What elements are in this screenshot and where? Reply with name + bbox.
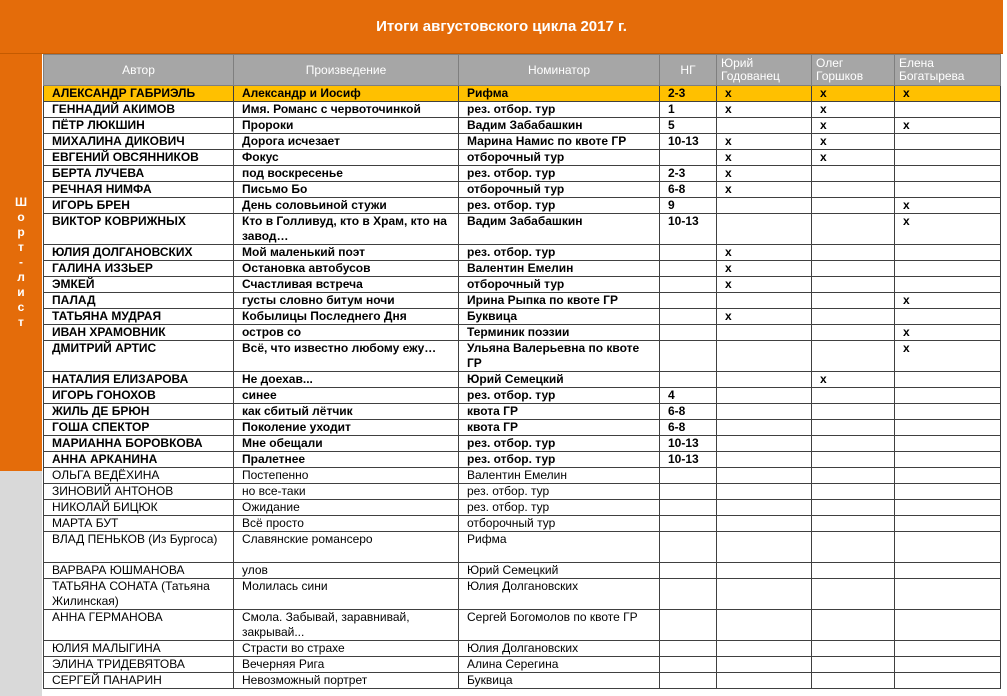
table-row bbox=[44, 420, 1001, 436]
table-row bbox=[44, 516, 1001, 532]
cell-judge-3: х bbox=[895, 293, 1001, 309]
cell-judge-2 bbox=[812, 420, 895, 436]
cell-judge-1 bbox=[717, 388, 812, 404]
cell-nominator: Марина Намис по квоте ГР bbox=[459, 134, 660, 150]
table-row bbox=[44, 532, 1001, 563]
cell-author: БЕРТА ЛУЧЕВА bbox=[44, 166, 234, 182]
cell-work: Страсти во страхе bbox=[234, 641, 459, 657]
long-list-side-band bbox=[0, 471, 42, 696]
cell-author: ГОША СПЕКТОР bbox=[44, 420, 234, 436]
cell-ng bbox=[660, 500, 717, 516]
cell-judge-1: х bbox=[717, 150, 812, 166]
cell-judge-3 bbox=[895, 468, 1001, 484]
col-work: Произведение bbox=[234, 55, 459, 86]
table-row bbox=[44, 388, 1001, 404]
cell-author: ИВАН ХРАМОВНИК bbox=[44, 325, 234, 341]
table-row bbox=[44, 436, 1001, 452]
cell-ng bbox=[660, 293, 717, 309]
cell-judge-1: х bbox=[717, 277, 812, 293]
cell-nominator: рез. отбор. тур bbox=[459, 388, 660, 404]
table-row bbox=[44, 563, 1001, 579]
cell-judge-2 bbox=[812, 641, 895, 657]
cell-judge-2 bbox=[812, 563, 895, 579]
table-row bbox=[44, 372, 1001, 388]
cell-judge-2: х bbox=[812, 134, 895, 150]
cell-ng: 2-3 bbox=[660, 86, 717, 102]
cell-nominator: рез. отбор. тур bbox=[459, 102, 660, 118]
cell-work: Всё, что известно любому ежу… bbox=[234, 341, 459, 372]
table-row bbox=[44, 277, 1001, 293]
cell-ng bbox=[660, 150, 717, 166]
col-judge-2: Олег Горшков bbox=[812, 55, 895, 86]
cell-author: ИГОРЬ ГОНОХОВ bbox=[44, 388, 234, 404]
table-row bbox=[44, 214, 1001, 245]
cell-work: Славянские романсеро bbox=[234, 532, 459, 563]
cell-nominator: рез. отбор. тур bbox=[459, 500, 660, 516]
cell-ng: 4 bbox=[660, 388, 717, 404]
cell-judge-3 bbox=[895, 245, 1001, 261]
table-row bbox=[44, 102, 1001, 118]
cell-nominator: Рифма bbox=[459, 532, 660, 563]
table-row bbox=[44, 86, 1001, 102]
cell-judge-3 bbox=[895, 150, 1001, 166]
cell-judge-1 bbox=[717, 436, 812, 452]
table-row bbox=[44, 309, 1001, 325]
cell-work: Поколение уходит bbox=[234, 420, 459, 436]
cell-author: РЕЧНАЯ НИМФА bbox=[44, 182, 234, 198]
cell-judge-3: х bbox=[895, 86, 1001, 102]
cell-work: Кто в Голливуд, кто в Храм, кто на завод… bbox=[234, 214, 459, 245]
cell-judge-1 bbox=[717, 516, 812, 532]
cell-author: АННА ГЕРМАНОВА bbox=[44, 610, 234, 641]
cell-work: Невозможный портрет bbox=[234, 673, 459, 689]
cell-ng bbox=[660, 372, 717, 388]
table-row bbox=[44, 245, 1001, 261]
cell-ng: 10-13 bbox=[660, 452, 717, 468]
cell-nominator: Вадим Забабашкин bbox=[459, 118, 660, 134]
cell-judge-2 bbox=[812, 404, 895, 420]
cell-judge-2 bbox=[812, 532, 895, 563]
cell-judge-2 bbox=[812, 214, 895, 245]
cell-work: Дорога исчезает bbox=[234, 134, 459, 150]
cell-work: Счастливая встреча bbox=[234, 277, 459, 293]
cell-judge-1 bbox=[717, 325, 812, 341]
results-table bbox=[43, 54, 1001, 689]
col-nominator: Номинатор bbox=[459, 55, 660, 86]
cell-work: Ожидание bbox=[234, 500, 459, 516]
cell-judge-2 bbox=[812, 516, 895, 532]
cell-nominator: отборочный тур bbox=[459, 277, 660, 293]
cell-work: Пророки bbox=[234, 118, 459, 134]
cell-judge-2 bbox=[812, 468, 895, 484]
cell-nominator: отборочный тур bbox=[459, 516, 660, 532]
cell-judge-1: х bbox=[717, 166, 812, 182]
cell-nominator: рез. отбор. тур bbox=[459, 198, 660, 214]
cell-judge-3 bbox=[895, 420, 1001, 436]
cell-nominator: Алина Серегина bbox=[459, 657, 660, 673]
cell-author: ВАРВАРА ЮШМАНОВА bbox=[44, 563, 234, 579]
cell-judge-1: х bbox=[717, 182, 812, 198]
cell-author: ВЛАД ПЕНЬКОВ (Из Бургоса) bbox=[44, 532, 234, 563]
table-row bbox=[44, 484, 1001, 500]
cell-work: Молилась сини bbox=[234, 579, 459, 610]
cell-judge-3 bbox=[895, 563, 1001, 579]
table-row bbox=[44, 641, 1001, 657]
cell-judge-2 bbox=[812, 500, 895, 516]
cell-work: как сбитый лётчик bbox=[234, 404, 459, 420]
cell-author: ТАТЬЯНА МУДРАЯ bbox=[44, 309, 234, 325]
cell-work: густы словно битум ночи bbox=[234, 293, 459, 309]
cell-nominator: Юрий Семецкий bbox=[459, 563, 660, 579]
cell-judge-1 bbox=[717, 484, 812, 500]
cell-judge-2 bbox=[812, 198, 895, 214]
cell-author: ПЁТР ЛЮКШИН bbox=[44, 118, 234, 134]
cell-judge-3 bbox=[895, 641, 1001, 657]
cell-judge-3 bbox=[895, 166, 1001, 182]
cell-judge-1 bbox=[717, 500, 812, 516]
cell-author: ЖИЛЬ ДЕ БРЮН bbox=[44, 404, 234, 420]
cell-ng bbox=[660, 673, 717, 689]
cell-author: ТАТЬЯНА СОНАТА (Татьяна Жилинская) bbox=[44, 579, 234, 610]
table-row bbox=[44, 293, 1001, 309]
cell-work: Мой маленький поэт bbox=[234, 245, 459, 261]
cell-author: МИХАЛИНА ДИКОВИЧ bbox=[44, 134, 234, 150]
cell-judge-1 bbox=[717, 610, 812, 641]
table-row bbox=[44, 182, 1001, 198]
cell-judge-2: х bbox=[812, 150, 895, 166]
cell-author: ГЕННАДИЙ АКИМОВ bbox=[44, 102, 234, 118]
cell-judge-3 bbox=[895, 388, 1001, 404]
cell-author: ЕВГЕНИЙ ОВСЯННИКОВ bbox=[44, 150, 234, 166]
table-row bbox=[44, 166, 1001, 182]
cell-nominator: Буквица bbox=[459, 309, 660, 325]
cell-work: Кобылицы Последнего Дня bbox=[234, 309, 459, 325]
cell-author: АЛЕКСАНДР ГАБРИЭЛЬ bbox=[44, 86, 234, 102]
cell-ng: 2-3 bbox=[660, 166, 717, 182]
cell-judge-3 bbox=[895, 261, 1001, 277]
cell-work: но все-таки bbox=[234, 484, 459, 500]
cell-work: Александр и Иосиф bbox=[234, 86, 459, 102]
cell-author: НИКОЛАЙ БИЦЮК bbox=[44, 500, 234, 516]
cell-judge-2 bbox=[812, 261, 895, 277]
cell-judge-2 bbox=[812, 341, 895, 372]
header-row bbox=[44, 55, 1001, 86]
cell-judge-1 bbox=[717, 118, 812, 134]
cell-nominator: рез. отбор. тур bbox=[459, 436, 660, 452]
cell-judge-2 bbox=[812, 610, 895, 641]
cell-judge-2 bbox=[812, 166, 895, 182]
cell-author: ЭЛИНА ТРИДЕВЯТОВА bbox=[44, 657, 234, 673]
cell-author: СЕРГЕЙ ПАНАРИН bbox=[44, 673, 234, 689]
cell-work: Мне обещали bbox=[234, 436, 459, 452]
page-title: Итоги августовского цикла 2017 г. bbox=[376, 18, 627, 35]
cell-ng bbox=[660, 468, 717, 484]
table-row bbox=[44, 198, 1001, 214]
cell-judge-3 bbox=[895, 277, 1001, 293]
cell-judge-3 bbox=[895, 452, 1001, 468]
cell-ng: 10-13 bbox=[660, 214, 717, 245]
col-judge-3: Елена Богатырева bbox=[895, 55, 1001, 86]
cell-judge-3 bbox=[895, 516, 1001, 532]
cell-nominator: Буквица bbox=[459, 673, 660, 689]
cell-judge-3: х bbox=[895, 341, 1001, 372]
cell-judge-2 bbox=[812, 325, 895, 341]
cell-judge-2: х bbox=[812, 372, 895, 388]
cell-judge-1 bbox=[717, 452, 812, 468]
cell-judge-3 bbox=[895, 532, 1001, 563]
cell-judge-1 bbox=[717, 372, 812, 388]
table-row bbox=[44, 134, 1001, 150]
cell-work: Письмо Бо bbox=[234, 182, 459, 198]
cell-judge-1: х bbox=[717, 86, 812, 102]
cell-work: Фокус bbox=[234, 150, 459, 166]
cell-judge-3 bbox=[895, 182, 1001, 198]
cell-nominator: квота ГР bbox=[459, 404, 660, 420]
cell-ng: 6-8 bbox=[660, 182, 717, 198]
cell-nominator: отборочный тур bbox=[459, 182, 660, 198]
cell-ng: 10-13 bbox=[660, 134, 717, 150]
cell-nominator: Вадим Забабашкин bbox=[459, 214, 660, 245]
cell-judge-2 bbox=[812, 182, 895, 198]
cell-ng bbox=[660, 563, 717, 579]
cell-ng bbox=[660, 484, 717, 500]
cell-judge-1 bbox=[717, 673, 812, 689]
cell-judge-1 bbox=[717, 293, 812, 309]
cell-author: АННА АРКАНИНА bbox=[44, 452, 234, 468]
cell-judge-1: х bbox=[717, 309, 812, 325]
cell-author: ВИКТОР КОВРИЖНЫХ bbox=[44, 214, 234, 245]
cell-author: ИГОРЬ БРЕН bbox=[44, 198, 234, 214]
cell-ng bbox=[660, 261, 717, 277]
cell-judge-2 bbox=[812, 673, 895, 689]
cell-author: ГАЛИНА ИЗЗЬЕР bbox=[44, 261, 234, 277]
cell-nominator: Ульяна Валерьевна по квоте ГР bbox=[459, 341, 660, 372]
table-body bbox=[44, 86, 1001, 689]
cell-work: Всё просто bbox=[234, 516, 459, 532]
cell-work: День соловьиной стужи bbox=[234, 198, 459, 214]
col-author: Автор bbox=[44, 55, 234, 86]
cell-judge-2 bbox=[812, 657, 895, 673]
cell-judge-3 bbox=[895, 102, 1001, 118]
cell-judge-2: х bbox=[812, 86, 895, 102]
cell-work: под воскресенье bbox=[234, 166, 459, 182]
cell-nominator: Терминик поэзии bbox=[459, 325, 660, 341]
cell-nominator: рез. отбор. тур bbox=[459, 245, 660, 261]
table-row bbox=[44, 452, 1001, 468]
cell-nominator: Рифма bbox=[459, 86, 660, 102]
cell-judge-3: х bbox=[895, 214, 1001, 245]
cell-judge-3: х bbox=[895, 325, 1001, 341]
cell-judge-1: х bbox=[717, 102, 812, 118]
cell-work: Вечерняя Рига bbox=[234, 657, 459, 673]
table-row bbox=[44, 579, 1001, 610]
cell-nominator: отборочный тур bbox=[459, 150, 660, 166]
cell-author: ЮЛИЯ ДОЛГАНОВСКИХ bbox=[44, 245, 234, 261]
cell-judge-3: х bbox=[895, 118, 1001, 134]
cell-judge-2 bbox=[812, 309, 895, 325]
cell-nominator: Валентин Емелин bbox=[459, 468, 660, 484]
table-row bbox=[44, 610, 1001, 641]
cell-ng: 6-8 bbox=[660, 404, 717, 420]
cell-work: Имя. Романс с червоточинкой bbox=[234, 102, 459, 118]
cell-work: Пралетнее bbox=[234, 452, 459, 468]
table-row bbox=[44, 341, 1001, 372]
cell-judge-2: х bbox=[812, 118, 895, 134]
cell-judge-2 bbox=[812, 277, 895, 293]
cell-author: ДМИТРИЙ АРТИС bbox=[44, 341, 234, 372]
cell-nominator: Валентин Емелин bbox=[459, 261, 660, 277]
cell-judge-3 bbox=[895, 134, 1001, 150]
cell-judge-1 bbox=[717, 532, 812, 563]
cell-nominator: рез. отбор. тур bbox=[459, 166, 660, 182]
cell-author: МАРТА БУТ bbox=[44, 516, 234, 532]
table-row bbox=[44, 261, 1001, 277]
cell-ng bbox=[660, 516, 717, 532]
cell-author: ЗИНОВИЙ АНТОНОВ bbox=[44, 484, 234, 500]
cell-ng bbox=[660, 532, 717, 563]
cell-ng: 9 bbox=[660, 198, 717, 214]
cell-work: Не доехав... bbox=[234, 372, 459, 388]
cell-ng bbox=[660, 277, 717, 293]
cell-judge-1 bbox=[717, 657, 812, 673]
cell-judge-3 bbox=[895, 657, 1001, 673]
cell-judge-2 bbox=[812, 484, 895, 500]
cell-author: НАТАЛИЯ ЕЛИЗАРОВА bbox=[44, 372, 234, 388]
cell-judge-1 bbox=[717, 579, 812, 610]
cell-judge-1 bbox=[717, 404, 812, 420]
cell-nominator: Юрий Семецкий bbox=[459, 372, 660, 388]
cell-judge-3: х bbox=[895, 198, 1001, 214]
cell-ng: 1 bbox=[660, 102, 717, 118]
cell-judge-3 bbox=[895, 673, 1001, 689]
table-row bbox=[44, 673, 1001, 689]
cell-ng bbox=[660, 341, 717, 372]
cell-ng: 6-8 bbox=[660, 420, 717, 436]
cell-judge-3 bbox=[895, 436, 1001, 452]
cell-work: улов bbox=[234, 563, 459, 579]
table-row bbox=[44, 325, 1001, 341]
cell-ng bbox=[660, 245, 717, 261]
cell-judge-1 bbox=[717, 198, 812, 214]
table-row bbox=[44, 500, 1001, 516]
cell-nominator: Юлия Долгановских bbox=[459, 641, 660, 657]
cell-judge-1 bbox=[717, 641, 812, 657]
cell-judge-3 bbox=[895, 404, 1001, 420]
cell-author: ОЛЬГА ВЕДЁХИНА bbox=[44, 468, 234, 484]
cell-author: МАРИАННА БОРОВКОВА bbox=[44, 436, 234, 452]
short-list-side-label bbox=[0, 54, 42, 471]
cell-ng bbox=[660, 641, 717, 657]
cell-work: Смола. Забывай, заравнивай, закрывай... bbox=[234, 610, 459, 641]
cell-judge-2 bbox=[812, 245, 895, 261]
cell-work: Остановка автобусов bbox=[234, 261, 459, 277]
cell-judge-1 bbox=[717, 214, 812, 245]
col-judge-1: Юрий Годованец bbox=[717, 55, 812, 86]
cell-judge-1: х bbox=[717, 245, 812, 261]
cell-judge-1: х bbox=[717, 261, 812, 277]
cell-work: Постепенно bbox=[234, 468, 459, 484]
cell-author: ЭМКЕЙ bbox=[44, 277, 234, 293]
table-row bbox=[44, 657, 1001, 673]
cell-judge-2 bbox=[812, 436, 895, 452]
short-list-label: Шорт-лист bbox=[14, 195, 28, 330]
cell-judge-3 bbox=[895, 579, 1001, 610]
cell-ng bbox=[660, 657, 717, 673]
title-banner bbox=[0, 0, 1003, 54]
cell-judge-3 bbox=[895, 610, 1001, 641]
cell-judge-2: х bbox=[812, 102, 895, 118]
cell-ng bbox=[660, 610, 717, 641]
cell-nominator: квота ГР bbox=[459, 420, 660, 436]
table-row bbox=[44, 118, 1001, 134]
cell-ng: 10-13 bbox=[660, 436, 717, 452]
cell-judge-1 bbox=[717, 341, 812, 372]
cell-work: синее bbox=[234, 388, 459, 404]
cell-author: ПАЛАД bbox=[44, 293, 234, 309]
table-row bbox=[44, 468, 1001, 484]
cell-ng: 5 bbox=[660, 118, 717, 134]
cell-judge-2 bbox=[812, 452, 895, 468]
table-row bbox=[44, 150, 1001, 166]
cell-nominator: Ирина Рыпка по квоте ГР bbox=[459, 293, 660, 309]
cell-judge-1: х bbox=[717, 134, 812, 150]
cell-judge-2 bbox=[812, 293, 895, 309]
cell-judge-3 bbox=[895, 500, 1001, 516]
cell-nominator: рез. отбор. тур bbox=[459, 452, 660, 468]
cell-ng bbox=[660, 325, 717, 341]
cell-ng bbox=[660, 309, 717, 325]
cell-judge-3 bbox=[895, 309, 1001, 325]
cell-nominator: рез. отбор. тур bbox=[459, 484, 660, 500]
col-ng: НГ bbox=[660, 55, 717, 86]
table-row bbox=[44, 404, 1001, 420]
cell-judge-1 bbox=[717, 468, 812, 484]
cell-judge-3 bbox=[895, 372, 1001, 388]
cell-judge-1 bbox=[717, 420, 812, 436]
cell-judge-2 bbox=[812, 388, 895, 404]
cell-nominator: Юлия Долгановских bbox=[459, 579, 660, 610]
cell-work: остров со bbox=[234, 325, 459, 341]
cell-judge-2 bbox=[812, 579, 895, 610]
cell-nominator: Сергей Богомолов по квоте ГР bbox=[459, 610, 660, 641]
cell-judge-3 bbox=[895, 484, 1001, 500]
cell-author: ЮЛИЯ МАЛЫГИНА bbox=[44, 641, 234, 657]
cell-ng bbox=[660, 579, 717, 610]
cell-judge-1 bbox=[717, 563, 812, 579]
